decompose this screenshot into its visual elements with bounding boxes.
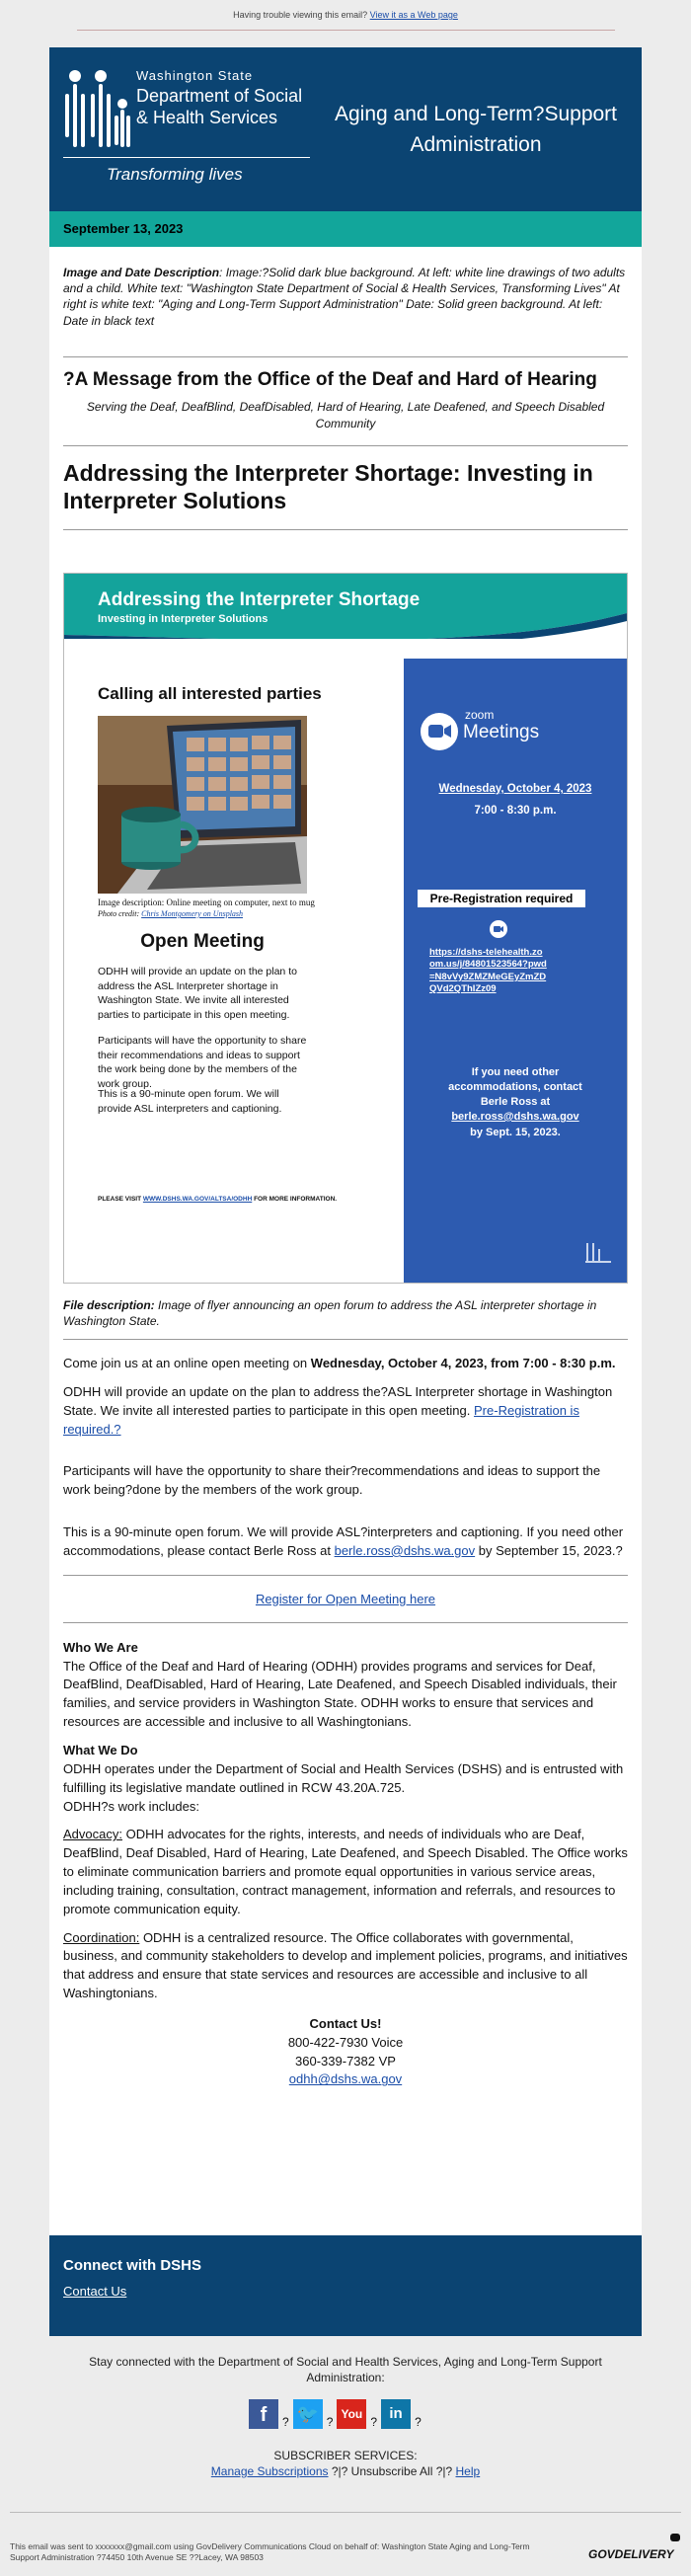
advocacy-body: ODHH advocates for the rights, interests, and needs of individuals who are Deaf, DeafBlind, Deaf Disabled, Hard of Hearing, Late Deafened, and Speech Disabled. The Office works to eliminate communication barriers and promote equal opportunities in various service areas, including training, consultation, contract management, information and referrals, and resources to promote communication equity. bbox=[63, 1827, 628, 1916]
photo-credit-label: Photo credit: bbox=[98, 909, 140, 918]
update-body: ODHH will provide an update on the plan to address the?ASL Interpreter shortage in Washington State. We invite all interested parties to participate in this open meeting. bbox=[63, 1383, 613, 1418]
file-description bbox=[49, 1286, 642, 1341]
flyer-contact-email[interactable]: berle.ross@dshs.wa.gov bbox=[451, 1111, 579, 1123]
forum-email-link[interactable]: berle.ross@dshs.wa.gov bbox=[334, 1542, 476, 1558]
manage-subscriptions-link[interactable]: Manage Subscriptions bbox=[210, 2464, 329, 2478]
contact-heading: Contact Us! bbox=[309, 2015, 382, 2031]
logo-rule bbox=[63, 157, 310, 158]
dshs-logo bbox=[63, 60, 320, 198]
facebook-icon[interactable]: f bbox=[249, 2399, 278, 2429]
advocacy-label: Advocacy: bbox=[63, 1827, 122, 1842]
zoom-camera-icon bbox=[420, 712, 459, 751]
meeting-photo bbox=[98, 716, 307, 894]
contact-email-link[interactable]: odhh@dshs.wa.gov bbox=[288, 2071, 403, 2087]
connect-section bbox=[49, 2235, 642, 2336]
image-desc-text: : Image:?Solid dark blue background. At left: white line drawings of two adults and a child. White text: "Washington State Department of Social & Health Services, Transforming Lives" At right is white text: "Aging and Long-Term Support Administration" Date: Solid green background. At left: Date in black text bbox=[63, 266, 626, 328]
logo-tagline: Transforming lives bbox=[107, 165, 243, 184]
coordination-text bbox=[49, 1929, 642, 2003]
divider bbox=[63, 1575, 628, 1576]
image-description bbox=[49, 253, 642, 341]
flyer-p3: This is a 90-minute open forum. We will provide ASL interpreters and captioning. bbox=[98, 1088, 282, 1115]
family-figures-icon bbox=[63, 66, 132, 155]
youtube-icon[interactable]: You bbox=[337, 2399, 366, 2429]
visit-link[interactable]: WWW.DSHS.WA.GOV/ALTSA/ODHH bbox=[142, 1196, 253, 1203]
linkedin-icon[interactable]: in bbox=[381, 2399, 411, 2429]
flyer-open-meeting: Open Meeting bbox=[140, 931, 265, 952]
image-desc-label: Image and Date Description bbox=[63, 266, 220, 279]
update-text bbox=[49, 1383, 642, 1440]
logo-dept-line2: & Health Services bbox=[136, 108, 278, 127]
divider bbox=[63, 529, 628, 530]
file-desc-label: File description: bbox=[63, 1298, 155, 1312]
advocacy-text bbox=[49, 1826, 642, 1918]
forum-pre: This is a 90-minute open forum. We will provide ASL?interpreters and captioning. If you need other accommodations, please contact Berle Ross at bbox=[63, 1524, 624, 1558]
logo-dept-line1: Department of Social bbox=[136, 86, 303, 106]
flyer-contact-by: by Sept. 15, 2023. bbox=[470, 1127, 561, 1138]
header-title: Aging and Long-Term?Support Administration bbox=[334, 102, 618, 156]
social-sep: ? bbox=[370, 2415, 378, 2429]
flyer-p1: ODHH will provide an update on the plan to address the ASL Interpreter shortage in Washington State. We invite all interested parties to participate in this open meeting. bbox=[98, 966, 297, 1022]
flyer-meeting-time: 7:00 - 8:30 p.m. bbox=[474, 805, 557, 817]
subscriber-links bbox=[79, 2464, 612, 2478]
twitter-icon[interactable]: 🐦 bbox=[293, 2399, 323, 2429]
forum-text bbox=[49, 1523, 642, 1561]
file-desc-text: Image of flyer announcing an open forum to address the ASL interpreter shortage in Washington State. bbox=[63, 1298, 597, 1329]
top-notice bbox=[0, 0, 691, 30]
social-sep: ? bbox=[326, 2415, 334, 2429]
divider bbox=[63, 445, 628, 446]
what-text1: ODHH operates under the Department of Social and Health Services (DSHS) and is entrusted with fulfilling its legislative mandate outlined in RCW 43.20A.725. bbox=[63, 1760, 624, 1795]
participants-text: Participants will have the opportunity to share their?recommendations and ideas to support the work being?done by the members of the work group. bbox=[63, 1463, 601, 1498]
footer-divider bbox=[10, 2512, 681, 2513]
join-pre: Come join us at an online open meeting on bbox=[63, 1356, 311, 1370]
coordination-label: Coordination: bbox=[63, 1929, 140, 1945]
contact-vp: 360-339-7382 VP bbox=[295, 2053, 396, 2069]
photo-credit-link[interactable]: Chris Montgomery on Unsplash bbox=[141, 909, 244, 918]
flyer-banner-sub: Investing in Interpreter Solutions bbox=[98, 613, 269, 625]
who-text: The Office of the Deaf and Hard of Hearing (ODHH) provides programs and services for Deaf, DeafBlind, DeafDisabled, Hard of Hearing, Late Deafened, and Speech Disabled individuals, their families, and service providers in Washington State. ODHH works to ensure that services and resources are accessible and inclusive to all Washingtonians. bbox=[63, 1658, 617, 1730]
flyer-p2: Participants will have the opportunity to share their recommendations and ideas to support the work being done by the members of the work group. bbox=[98, 1035, 307, 1091]
zoom-small-icon bbox=[489, 919, 508, 939]
social-sep: ? bbox=[282, 2415, 289, 2429]
flyer-image bbox=[63, 573, 628, 1284]
message-subtitle: Serving the Deaf, DeafBlind, DeafDisabled, Hard of Hearing, Late Deafened, and Speech Disabled Community bbox=[86, 399, 605, 430]
what-heading: What We Do bbox=[63, 1742, 138, 1757]
divider bbox=[63, 356, 628, 357]
stay-connected-text: Stay connected with the Department of Social and Health Services, Aging and Long-Term Support Administration: bbox=[89, 2355, 602, 2385]
email-card bbox=[49, 47, 642, 2336]
what-text2: ODHH?s work includes: bbox=[63, 1798, 199, 1814]
zoom-registration-link[interactable]: https://dshs-telehealth.zoom.us/j/84801523564?pwd=N8vVy9ZMZMeGEyZmZDQVd2QThIZz09 bbox=[429, 947, 547, 995]
join-bold: Wednesday, October 4, 2023, from 7:00 - 8:30 p.m. bbox=[310, 1356, 616, 1370]
register-link[interactable]: Register for Open Meeting here bbox=[255, 1591, 436, 1606]
message-title: ?A Message from the Office of the Deaf and Hard of Hearing bbox=[63, 368, 597, 390]
email-header bbox=[49, 47, 642, 211]
logo-state: Washington State bbox=[136, 68, 254, 83]
divider bbox=[63, 1339, 628, 1340]
coordination-body: ODHH is a centralized resource. The Office collaborates with governmental, business, and community stakeholders to develop and implement policies, programs, and initiatives that address and ensure that state services and resources are accessible and inclusive to all Washingtonians. bbox=[63, 1929, 628, 2001]
visit-pre: PLEASE VISIT bbox=[98, 1196, 142, 1203]
sent-text: This email was sent to xxxxxxx@gmail.com using GovDelivery Communications Cloud on behalf of: Washington State Aging and Long-Term Support Administration ?74450 10th Avenue SE ??Lacey, WA 98503 bbox=[10, 2541, 530, 2563]
subscriber-heading: SUBSCRIBER SERVICES: bbox=[273, 2449, 418, 2462]
subscriber-middle: ?|? Unsubscribe All ?|? bbox=[328, 2464, 456, 2478]
date-bar: September 13, 2023 bbox=[49, 211, 642, 247]
article-body bbox=[49, 1355, 642, 2089]
contact-voice: 800-422-7930 Voice bbox=[287, 2034, 404, 2050]
top-divider bbox=[77, 30, 615, 31]
photo-caption: Image description: Online meeting on computer, next to mug bbox=[98, 898, 315, 907]
social-sep: ? bbox=[415, 2415, 422, 2429]
photo-credit bbox=[98, 909, 243, 918]
contact-us-link[interactable]: Contact Us bbox=[63, 2284, 127, 2299]
help-link[interactable]: Help bbox=[455, 2464, 481, 2478]
connect-heading: Connect with DSHS bbox=[63, 2257, 202, 2274]
flyer-visit bbox=[98, 1196, 337, 1203]
chat-bubble-icon bbox=[670, 2534, 680, 2541]
flyer-calling: Calling all interested parties bbox=[98, 684, 322, 703]
meetings-word: Meetings bbox=[463, 722, 540, 742]
contact-block bbox=[49, 2015, 642, 2089]
web-page-link[interactable]: View it as a Web page bbox=[369, 10, 458, 20]
trouble-text: Having trouble viewing this email? bbox=[233, 10, 368, 20]
register-row bbox=[49, 1592, 642, 1606]
govdelivery-logo: GOVDELIVERY bbox=[588, 2547, 674, 2561]
who-heading: Who We Are bbox=[63, 1639, 138, 1655]
flyer-contact-text: If you need other accommodations, contact Berle Ross at bbox=[448, 1066, 582, 1108]
zoom-word: zoom bbox=[465, 708, 495, 722]
flyer-meeting-date: Wednesday, October 4, 2023 bbox=[438, 783, 592, 795]
flyer-banner-title: Addressing the Interpreter Shortage bbox=[98, 589, 421, 610]
article-headline: Addressing the Interpreter Shortage: Investing in Interpreter Solutions bbox=[63, 460, 593, 513]
divider bbox=[63, 1622, 628, 1623]
prereg-link[interactable]: Pre-Registration is required.? bbox=[63, 1402, 579, 1437]
prereg-badge: Pre-Registration required bbox=[418, 890, 585, 907]
visit-post: FOR MORE INFORMATION. bbox=[254, 1196, 338, 1203]
dshs-mini-logo-icon bbox=[583, 1241, 613, 1263]
social-row bbox=[249, 2399, 422, 2429]
forum-post: by September 15, 2023.? bbox=[475, 1542, 623, 1558]
join-text bbox=[49, 1355, 642, 1373]
